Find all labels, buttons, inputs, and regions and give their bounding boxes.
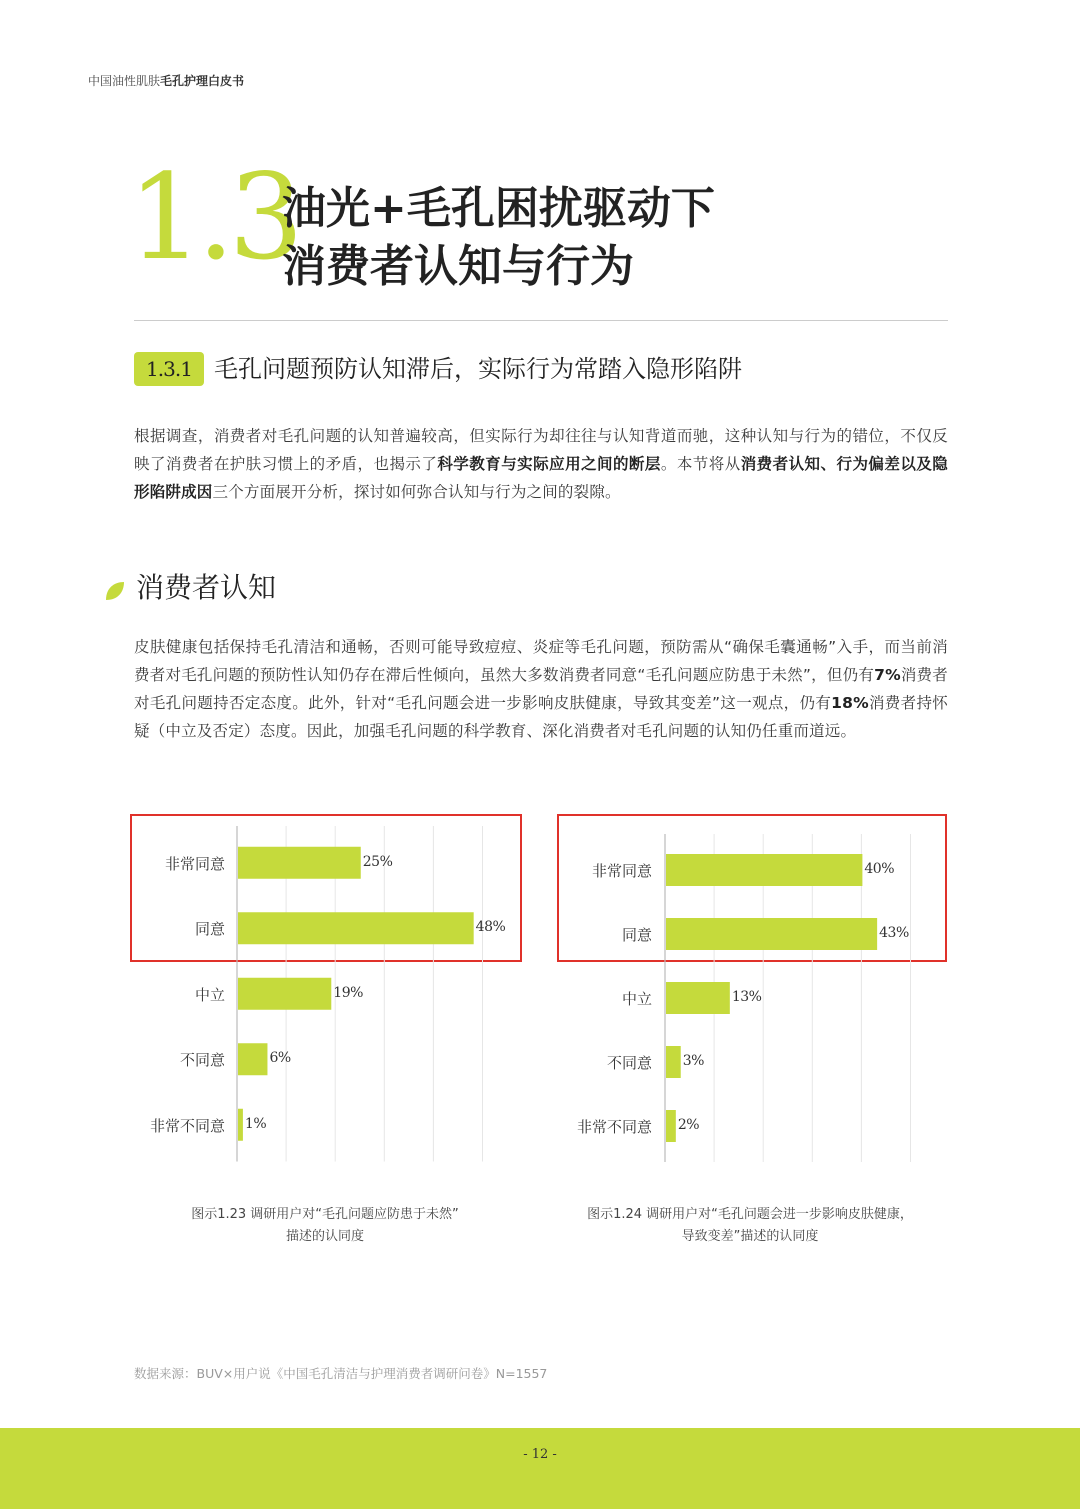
intro-paragraph bbox=[134, 422, 948, 506]
caption-1-24-line1: 图示1.24 调研用户对“毛孔问题会进一步影响皮肤健康， bbox=[587, 1207, 913, 1222]
cognition-text-2: 消费者对毛孔问题持否定态度。此外，针对“毛孔问题会进一步影响皮肤健康，导致其变差”这一观点，仍有 bbox=[134, 666, 948, 712]
figure-caption-1-23 bbox=[140, 1204, 510, 1248]
chart-1-data-label: 25% bbox=[362, 853, 393, 870]
intro-text-3: 三个方面展开分析，探讨如何弥合认知与行为之间的裂隙。 bbox=[212, 483, 621, 501]
section-number: 1.3 bbox=[128, 148, 298, 286]
chart-2-category-label: 同意 bbox=[621, 926, 652, 944]
caption-1-24-line2: 导致变差”描述的认同度 bbox=[681, 1229, 819, 1244]
intro-bold-1: 科学教育与实际应用之间的断层 bbox=[437, 455, 661, 473]
chart-1-category-label: 非常同意 bbox=[164, 854, 225, 873]
chart-2-bar bbox=[666, 1110, 676, 1142]
page-number: - 12 - bbox=[523, 1447, 557, 1462]
cognition-bold-1: 7% bbox=[874, 666, 901, 684]
footer-band bbox=[0, 1428, 1080, 1509]
subsection-number-badge: 1.3.1 bbox=[134, 352, 204, 386]
chart-1-highlight-box bbox=[130, 814, 522, 962]
caption-1-23-line1: 图示1.23 调研用户对“毛孔问题应防患于未然” bbox=[191, 1207, 459, 1222]
section-title bbox=[282, 180, 715, 296]
chart-2-category-label: 不同意 bbox=[606, 1054, 652, 1072]
leaf-icon bbox=[104, 580, 126, 602]
chart-1-data-label: 19% bbox=[333, 984, 363, 1001]
subsection-title: 毛孔问题预防认知滞后，实际行为常踏入隐形陷阱 bbox=[214, 355, 742, 383]
chart-2-bar bbox=[666, 1046, 681, 1078]
intro-text-2: 。本节将从 bbox=[660, 455, 741, 473]
section-divider bbox=[134, 320, 948, 321]
header-bold-title: 毛孔护理白皮书 bbox=[160, 74, 245, 88]
chart-1-bar bbox=[238, 1109, 243, 1141]
chart-2-data-label: 13% bbox=[731, 989, 762, 1005]
intro-text-1: 根据调查，消费者对毛孔问题的认知普遍较高，但实际行为却往往与认知背道而驰，这种认知与行为的错位，不仅反映了消费者在护肤习惯上的矛盾，也揭示了 bbox=[134, 427, 948, 473]
chart-2-category-label: 非常同意 bbox=[591, 862, 652, 880]
chart-1-bar bbox=[238, 1043, 267, 1075]
cognition-paragraph bbox=[134, 633, 948, 745]
header-prefix: 中国油性肌肤 bbox=[88, 74, 161, 88]
caption-1-23-line2: 描述的认同度 bbox=[285, 1229, 364, 1244]
chart-1-data-label: 1% bbox=[244, 1115, 267, 1132]
figure-caption-1-24 bbox=[560, 1204, 940, 1248]
chart-2-data-label: 3% bbox=[682, 1053, 704, 1069]
chart-1-category-label: 非常不同意 bbox=[149, 1116, 225, 1135]
running-header bbox=[88, 72, 244, 89]
chart-1-data-label: 6% bbox=[269, 1050, 291, 1067]
section-title-line2: 消费者认知与行为 bbox=[282, 241, 634, 292]
cognition-bold-2: 18% bbox=[831, 694, 869, 712]
chart-1-category-label: 中立 bbox=[194, 985, 225, 1004]
chart-2-category-label: 中立 bbox=[621, 990, 652, 1008]
intro-bold-2: 消费者认知、行为偏差以及隐形陷阱成因 bbox=[134, 455, 948, 501]
section-title-line1: 油光+毛孔困扰驱动下 bbox=[282, 183, 715, 234]
chart-1-bar bbox=[238, 978, 331, 1010]
cognition-heading: 消费者认知 bbox=[136, 571, 277, 604]
cognition-text-1: 皮肤健康包括保持毛孔清洁和通畅，否则可能导致痘痘、炎症等毛孔问题，预防需从“确保毛囊通畅”入手，而当前消费者对毛孔问题的预防性认知仍存在滞后性倾向，虽然大多数消费者同意“毛孔问题应防患于未然”，但仍有 bbox=[134, 638, 948, 684]
data-source-note: 数据来源：BUV×用户说《中国毛孔清洁与护理消费者调研问卷》N=1557 bbox=[134, 1366, 548, 1381]
chart-1-category-label: 不同意 bbox=[179, 1051, 225, 1070]
chart-2-category-label: 非常不同意 bbox=[576, 1118, 652, 1136]
chart-2-bar bbox=[666, 982, 730, 1014]
chart-2-data-label: 43% bbox=[879, 925, 909, 941]
chart-2-data-label: 40% bbox=[864, 861, 895, 877]
chart-1-category-label: 同意 bbox=[194, 920, 225, 939]
chart-2-data-label: 2% bbox=[677, 1117, 700, 1133]
chart-1-data-label: 48% bbox=[475, 919, 506, 936]
cognition-text-3: 消费者持怀疑（中立及否定）态度。因此，加强毛孔问题的科学教育、深化消费者对毛孔问题的认知仍任重而道远。 bbox=[134, 694, 948, 740]
